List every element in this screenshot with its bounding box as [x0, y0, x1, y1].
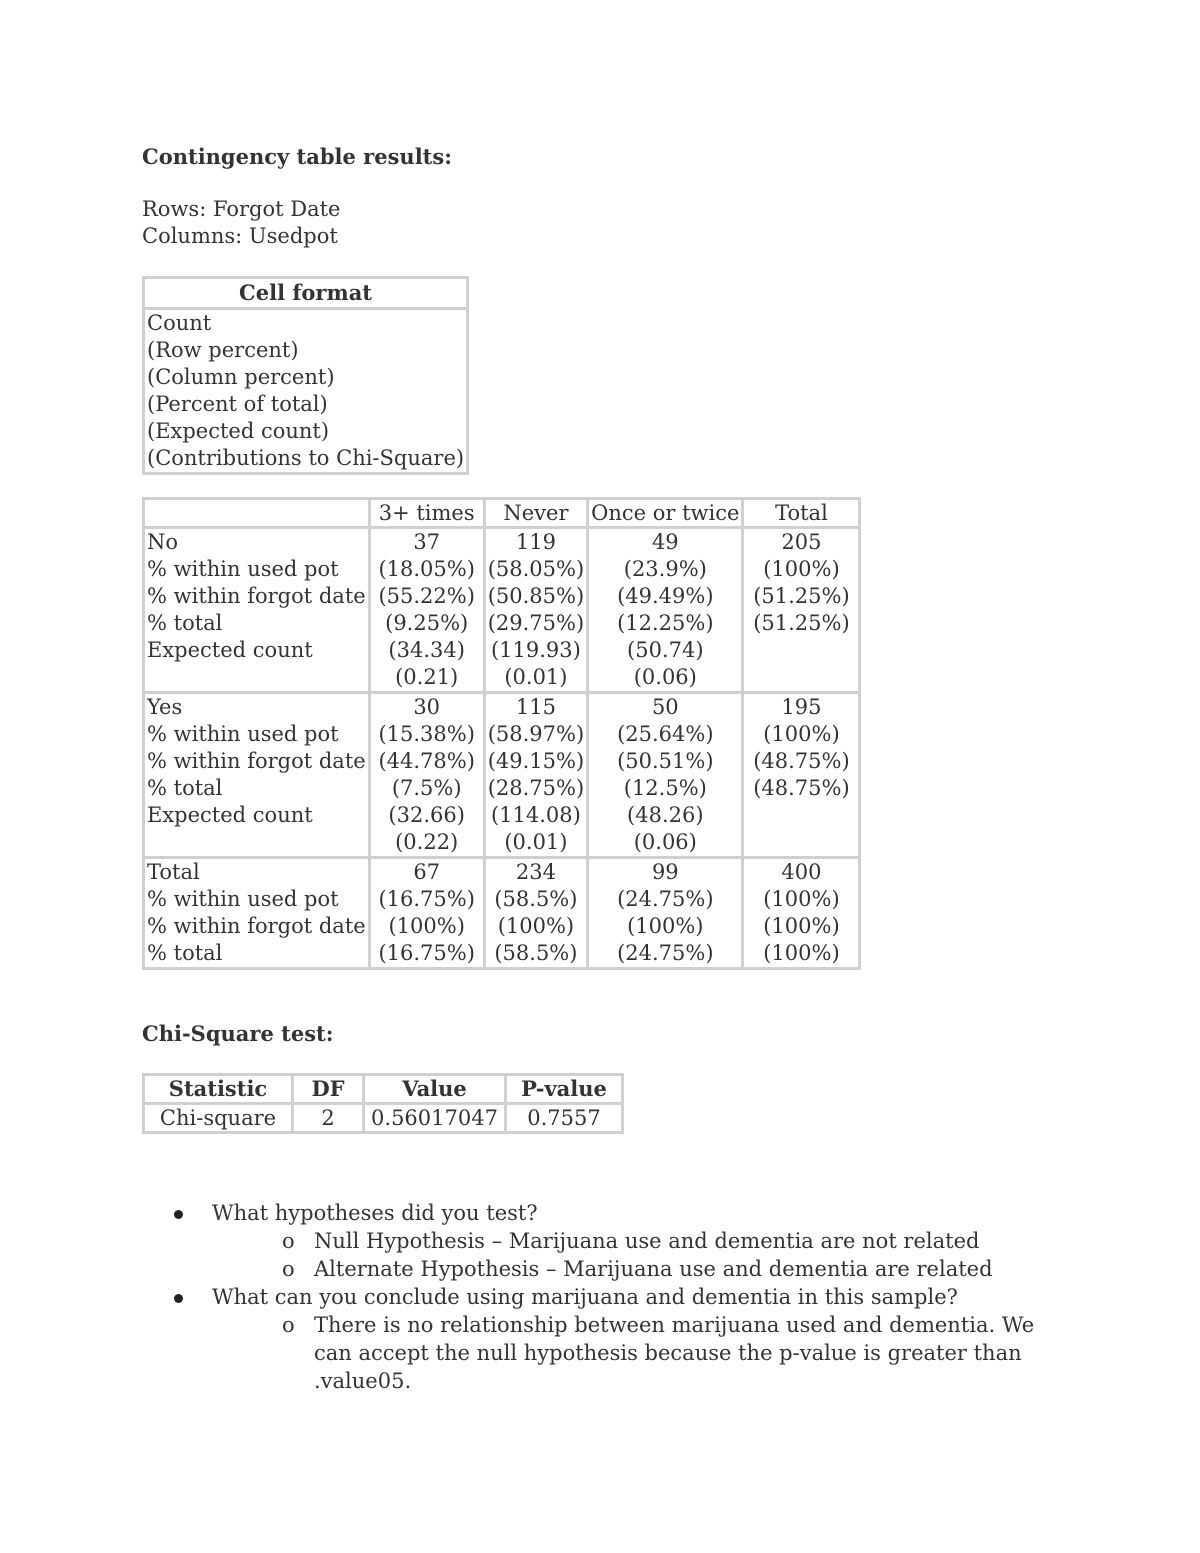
cell-never	[484, 693, 587, 858]
cell-once-or-twice	[588, 858, 743, 969]
group-labels	[144, 693, 370, 858]
chi-header-row	[144, 1075, 623, 1104]
cell-value: (58.5%)	[494, 887, 578, 911]
cell-value: (0.06)	[633, 665, 697, 689]
cell-value: (25.64%)	[617, 722, 714, 746]
group-row-yes	[144, 693, 860, 858]
cell-value: (58.97%)	[487, 722, 585, 746]
cell-value: (51.25%)	[753, 611, 850, 635]
cell-never	[484, 858, 587, 969]
columns-line: Columns: Usedpot	[142, 224, 338, 248]
cell-value: (0.21)	[395, 665, 459, 689]
sub-bullet-icon: o	[282, 1313, 295, 1337]
cell-value: (24.75%)	[617, 887, 714, 911]
cell-value: 49	[651, 530, 679, 554]
cell-value: (100%)	[763, 722, 840, 746]
cell-total	[743, 858, 860, 969]
row-label: Yes	[147, 695, 183, 719]
cell-format-item: (Contributions to Chi-Square)	[147, 446, 465, 470]
cell-value: (114.08)	[490, 803, 581, 827]
contingency-header-row	[144, 499, 860, 528]
answer-item	[282, 1311, 1074, 1395]
bullet-icon	[174, 1210, 183, 1219]
cell-value: (50.85%)	[487, 584, 585, 608]
cell-3plus	[369, 858, 484, 969]
cell-value: (100%)	[763, 914, 840, 938]
cell-value: 50	[651, 695, 679, 719]
chi-cell: 0.7557	[506, 1104, 623, 1133]
chi-header: P-value	[506, 1075, 623, 1104]
cell-value: (24.75%)	[617, 941, 714, 965]
cell-value: (32.66)	[388, 803, 465, 827]
chi-cell: 2	[293, 1104, 364, 1133]
cell-format-item: (Row percent)	[147, 338, 299, 362]
answer-text: Alternate Hypothesis – Marijuana use and dementia are related	[314, 1257, 993, 1281]
chi-header: Value	[364, 1075, 506, 1104]
cell-value: 195	[781, 695, 822, 719]
cell-format-header: Cell format	[144, 278, 468, 309]
cell-once-or-twice	[588, 693, 743, 858]
column-header-blank	[144, 499, 370, 528]
row-label: % within used pot	[147, 887, 339, 911]
question-text: What hypotheses did you test?	[212, 1201, 538, 1225]
answer-item	[282, 1227, 1074, 1255]
cell-format-item: (Column percent)	[147, 365, 335, 389]
question-item	[174, 1283, 1074, 1395]
cell-value: (55.22%)	[378, 584, 475, 608]
cell-value: 99	[651, 860, 679, 884]
cell-once-or-twice	[588, 528, 743, 693]
rows-line: Rows: Forgot Date	[142, 197, 341, 221]
chi-data-row	[144, 1104, 623, 1133]
cell-value: 67	[413, 860, 441, 884]
cell-value: (0.22)	[395, 830, 459, 854]
chi-header: Statistic	[144, 1075, 293, 1104]
cell-value: 205	[781, 530, 822, 554]
cell-3plus	[369, 528, 484, 693]
row-label: % within forgot date	[147, 749, 366, 773]
cell-value: (23.9%)	[623, 557, 707, 581]
cell-value: (16.75%)	[378, 887, 475, 911]
row-label	[147, 829, 366, 856]
cell-value: 37	[413, 530, 441, 554]
cell-value: (7.5%)	[391, 776, 462, 800]
cell-value: (28.75%)	[487, 776, 585, 800]
cell-value: (0.01)	[504, 830, 568, 854]
answer-text: There is no relationship between marijuana used and dementia. We can accept the null hypothesis because the p-value is greater than .value05.	[314, 1313, 1035, 1393]
cell-value: (15.38%)	[378, 722, 475, 746]
column-header: 3+ times	[369, 499, 484, 528]
group-row-total	[144, 858, 860, 969]
row-label	[147, 664, 366, 691]
cell-format-items	[144, 309, 468, 474]
sub-bullet-icon: o	[282, 1257, 295, 1281]
cell-value: (12.5%)	[623, 776, 707, 800]
column-header: Never	[484, 499, 587, 528]
cell-value: 400	[781, 860, 822, 884]
row-label: % within used pot	[147, 557, 339, 581]
questions-list	[174, 1199, 1074, 1395]
table-meta	[142, 196, 341, 250]
answer-list	[212, 1311, 1074, 1395]
cell-value: (100%)	[763, 557, 840, 581]
cell-value: (50.74)	[627, 638, 704, 662]
cell-never	[484, 528, 587, 693]
cell-format-item: (Expected count)	[147, 419, 330, 443]
cell-value: (100%)	[763, 941, 840, 965]
question-text: What can you conclude using marijuana and dementia in this sample?	[212, 1285, 958, 1309]
contingency-table	[142, 497, 861, 970]
cell-value: (18.05%)	[378, 557, 475, 581]
contingency-heading: Contingency table results:	[142, 144, 452, 169]
cell-value: (119.93)	[490, 638, 581, 662]
answer-text: Null Hypothesis – Marijuana use and dementia are not related	[314, 1229, 980, 1253]
answer-list	[212, 1227, 1074, 1283]
row-label: Expected count	[147, 638, 313, 662]
cell-value: (9.25%)	[385, 611, 469, 635]
cell-value: (34.34)	[388, 638, 465, 662]
row-label: % within used pot	[147, 722, 339, 746]
cell-total	[743, 528, 860, 693]
chi-cell: Chi-square	[144, 1104, 293, 1133]
cell-value: 115	[515, 695, 556, 719]
chi-header: DF	[293, 1075, 364, 1104]
cell-total	[743, 693, 860, 858]
cell-value: (16.75%)	[378, 941, 475, 965]
cell-value: (29.75%)	[487, 611, 585, 635]
cell-value: (49.49%)	[617, 584, 714, 608]
chi-cell: 0.56017047	[364, 1104, 506, 1133]
cell-3plus	[369, 693, 484, 858]
cell-value: (49.15%)	[487, 749, 585, 773]
column-header: Total	[743, 499, 860, 528]
group-row-no	[144, 528, 860, 693]
cell-value: (58.05%)	[487, 557, 585, 581]
cell-value: (58.5%)	[494, 941, 578, 965]
cell-value: (44.78%)	[378, 749, 475, 773]
cell-value: 234	[515, 860, 556, 884]
question-item	[174, 1199, 1074, 1283]
row-label: % within forgot date	[147, 584, 366, 608]
cell-value: (48.75%)	[753, 749, 850, 773]
row-label: % within forgot date	[147, 914, 366, 938]
cell-value: (48.26)	[627, 803, 704, 827]
cell-value: (48.75%)	[753, 776, 850, 800]
cell-value: (100%)	[388, 914, 465, 938]
row-label: % total	[147, 941, 223, 965]
answer-item	[282, 1255, 1074, 1283]
group-labels	[144, 858, 370, 969]
chi-square-heading: Chi-Square test:	[142, 1021, 334, 1046]
column-header: Once or twice	[588, 499, 743, 528]
row-label: Total	[147, 860, 200, 884]
cell-value: 119	[515, 530, 556, 554]
cell-format-item: Count	[147, 311, 212, 335]
row-label: Expected count	[147, 803, 313, 827]
row-label: % total	[147, 611, 223, 635]
cell-value: (100%)	[497, 914, 575, 938]
cell-value: (0.06)	[633, 830, 697, 854]
bullet-icon	[174, 1294, 183, 1303]
cell-value: (0.01)	[504, 665, 568, 689]
cell-value: (100%)	[627, 914, 704, 938]
cell-value: (51.25%)	[753, 584, 850, 608]
cell-value: (100%)	[763, 887, 840, 911]
chi-square-table	[142, 1073, 624, 1134]
cell-value: 30	[413, 695, 441, 719]
group-labels	[144, 528, 370, 693]
row-label: % total	[147, 776, 223, 800]
cell-value: (12.25%)	[617, 611, 714, 635]
cell-format-item: (Percent of total)	[147, 392, 328, 416]
sub-bullet-icon: o	[282, 1229, 295, 1253]
cell-value: (50.51%)	[617, 749, 714, 773]
row-label: No	[147, 530, 179, 554]
cell-format-table	[142, 276, 469, 475]
